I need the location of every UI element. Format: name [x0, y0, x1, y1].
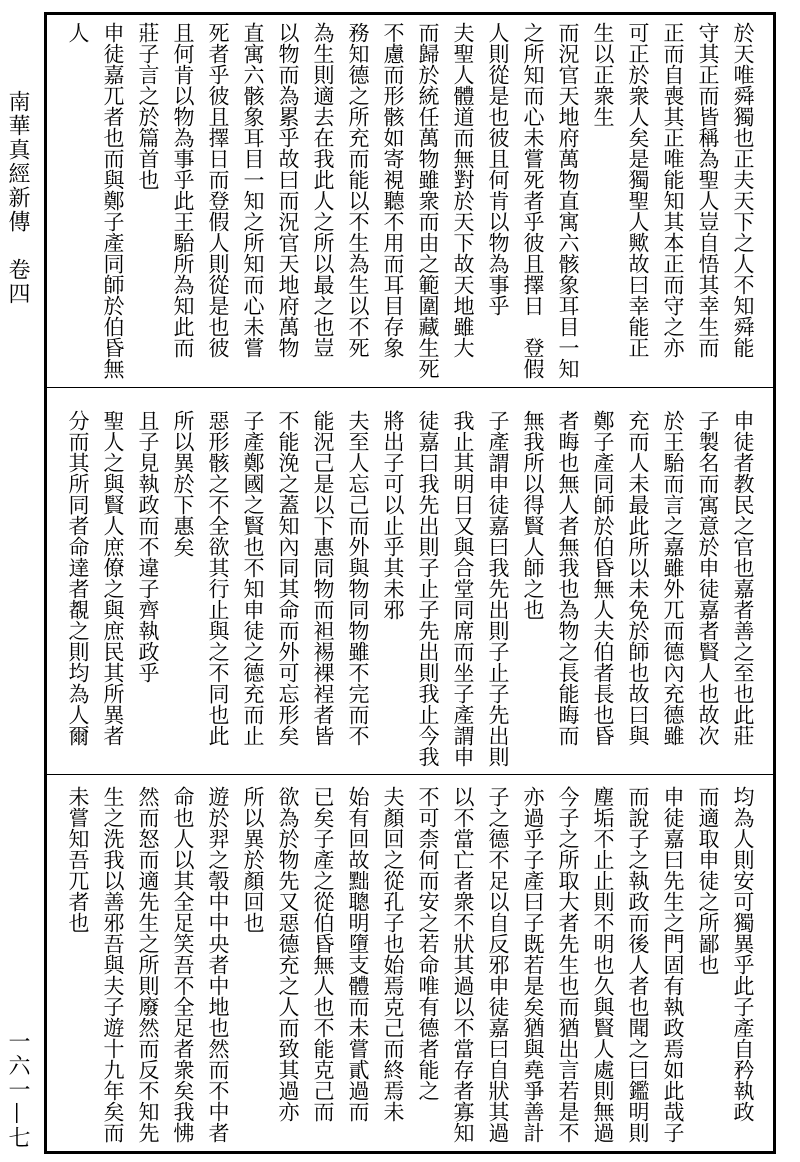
text-column: 不可柰何而安之若命唯有德者能之: [416, 786, 440, 1101]
text-column: 已矣子產之從伯昏無人也不能克己而: [311, 786, 335, 1122]
text-column: 充而人未最此所以未免於師也故曰與: [626, 410, 650, 746]
text-column: 者晦也無人者無我也為物之長能晦而: [556, 410, 580, 746]
text-column: 可正於衆人矣是獨聖人歟故曰幸能正: [626, 22, 650, 358]
text-column: 莊子言之於篇首也: [136, 22, 160, 190]
book-title: 南華真經新傳 卷四: [5, 90, 30, 306]
section-divider-2: [44, 774, 776, 775]
text-column: 於天唯舜獨也正夫天下之人不知舜能: [731, 22, 755, 358]
page-number: 一六一—七: [5, 1030, 30, 1150]
text-column: 人: [66, 22, 90, 43]
text-column: 始有回故黜聰明墮支體而未嘗貳過而: [346, 786, 370, 1122]
text-column: 而歸於統任萬物雖衆而由之範圍藏生死: [416, 22, 440, 379]
text-column: 守其正而皆稱為聖人豈自悟其幸生而: [696, 22, 720, 358]
text-column: 直寓六骸象耳目一知之所知而心未嘗: [241, 22, 265, 358]
text-column: 我止其明日又與合堂同席而坐子產謂申: [451, 410, 475, 767]
text-column: 所以異於顏回也: [241, 786, 265, 933]
text-column: 不能浼之蓋知內同其命而外可忘形矣: [276, 410, 300, 746]
text-column: 能況己是以下惠同物而袒裼裸裎者皆: [311, 410, 335, 746]
text-column: 而況官天地府萬物直寓六骸象耳目一知: [556, 22, 580, 379]
text-column: 子產謂申徒嘉曰我先出則子止子先出則: [486, 410, 510, 767]
text-column: 遊於羿之彀中中央者中地也然而不中者: [206, 786, 230, 1143]
text-column: 所以異於下惠矣: [171, 410, 195, 557]
text-column: 且何肯以物為事乎此王駘所為知此而: [171, 22, 195, 358]
text-column: 務知德之所充而能以不生為生以不死: [346, 22, 370, 358]
text-column: 正而自喪其正唯能知其本正而守之亦: [661, 22, 685, 358]
text-column: 為生則適去在我此人之所以最之也豈: [311, 22, 335, 358]
text-column: 夫聖人體道而無對於天下故天地雖大: [451, 22, 475, 358]
text-column: 之所知而心未嘗死者乎彼且擇日 登假: [521, 22, 545, 379]
text-column: 申徒嘉兀者也而與鄭子產同師於伯昏無: [101, 22, 125, 379]
text-column: 而適取申徒之所鄙也: [696, 786, 720, 975]
text-column: 申徒嘉曰先生之門固有執政焉如此哉子: [661, 786, 685, 1143]
text-block-top: [60, 22, 760, 382]
text-column: 人則從是也彼且何肯以物為事乎: [486, 22, 510, 316]
text-column: 不慮而形骸如寄視聽不用而耳目存象: [381, 22, 405, 358]
text-column: 亦過乎子產曰子既若是矣猶與堯爭善計: [521, 786, 545, 1143]
text-column: 以不當亡者衆不狀其過以不當存者寡知: [451, 786, 475, 1143]
text-column: 於王駘而言之嘉雖外兀而德內充德雖: [661, 410, 685, 746]
text-column: 聖人之與賢人庶僚之與庶民其所異者: [101, 410, 125, 746]
text-block-middle: [60, 410, 760, 770]
text-column: 生之洗我以善邪吾與夫子遊十九年矣而: [101, 786, 125, 1143]
text-column: 子產鄭國之賢也不知申徒之德充而止: [241, 410, 265, 746]
text-column: 子製名而寓意於申徒嘉者賢人也故次: [696, 410, 720, 746]
text-column: 今子之所取大者先生也而猶出言若是不: [556, 786, 580, 1143]
text-block-bottom: [60, 786, 760, 1146]
text-column: 子之德不足以自反邪申徒嘉曰自狀其過: [486, 786, 510, 1143]
section-divider-1: [44, 387, 776, 388]
text-column: 而說子之執政而後人者也聞之曰鑑明則: [626, 786, 650, 1143]
text-column: 無我所以得賢人師之也: [521, 410, 545, 620]
text-column: 夫顏回之從孔子也始焉克己而終焉未: [381, 786, 405, 1122]
text-column: 以物而為累乎故曰而況官天地府萬物: [276, 22, 300, 358]
text-column: 惡形骸之不全欲其行止與之不同也此: [206, 410, 230, 746]
text-column: 均為人則安可獨異乎此子產自矜執政: [731, 786, 755, 1122]
text-column: 申徒者教民之官也嘉者善之至也此莊: [731, 410, 755, 746]
text-column: 生以正衆生: [591, 22, 615, 127]
text-column: 且子見執政而不違子齊執政乎: [136, 410, 160, 683]
text-column: 徒嘉曰我先出則子止子先出則我止今我: [416, 410, 440, 767]
text-column: 命也人以其全足笑吾不全足者衆矣我怫: [171, 786, 195, 1143]
text-column: 鄭子產同師於伯昏無人夫伯者長也昏: [591, 410, 615, 746]
text-column: 然而怒而適先生之所則廢然而反不知先: [136, 786, 160, 1143]
text-column: 塵垢不止止則不明也久與賢人處則無過: [591, 786, 615, 1143]
text-column: 將出子可以止乎其未邪: [381, 410, 405, 620]
text-column: 未嘗知吾兀者也: [66, 786, 90, 933]
text-column: 分而其所同者命達者覩之則均為人爾: [66, 410, 90, 746]
text-column: 欲為於物先又惡德充之人而致其過亦: [276, 786, 300, 1122]
text-column: 死者乎彼且擇日而登假人則從是也彼: [206, 22, 230, 358]
text-column: 夫至人忘己而外與物同物雖不完而不: [346, 410, 370, 746]
